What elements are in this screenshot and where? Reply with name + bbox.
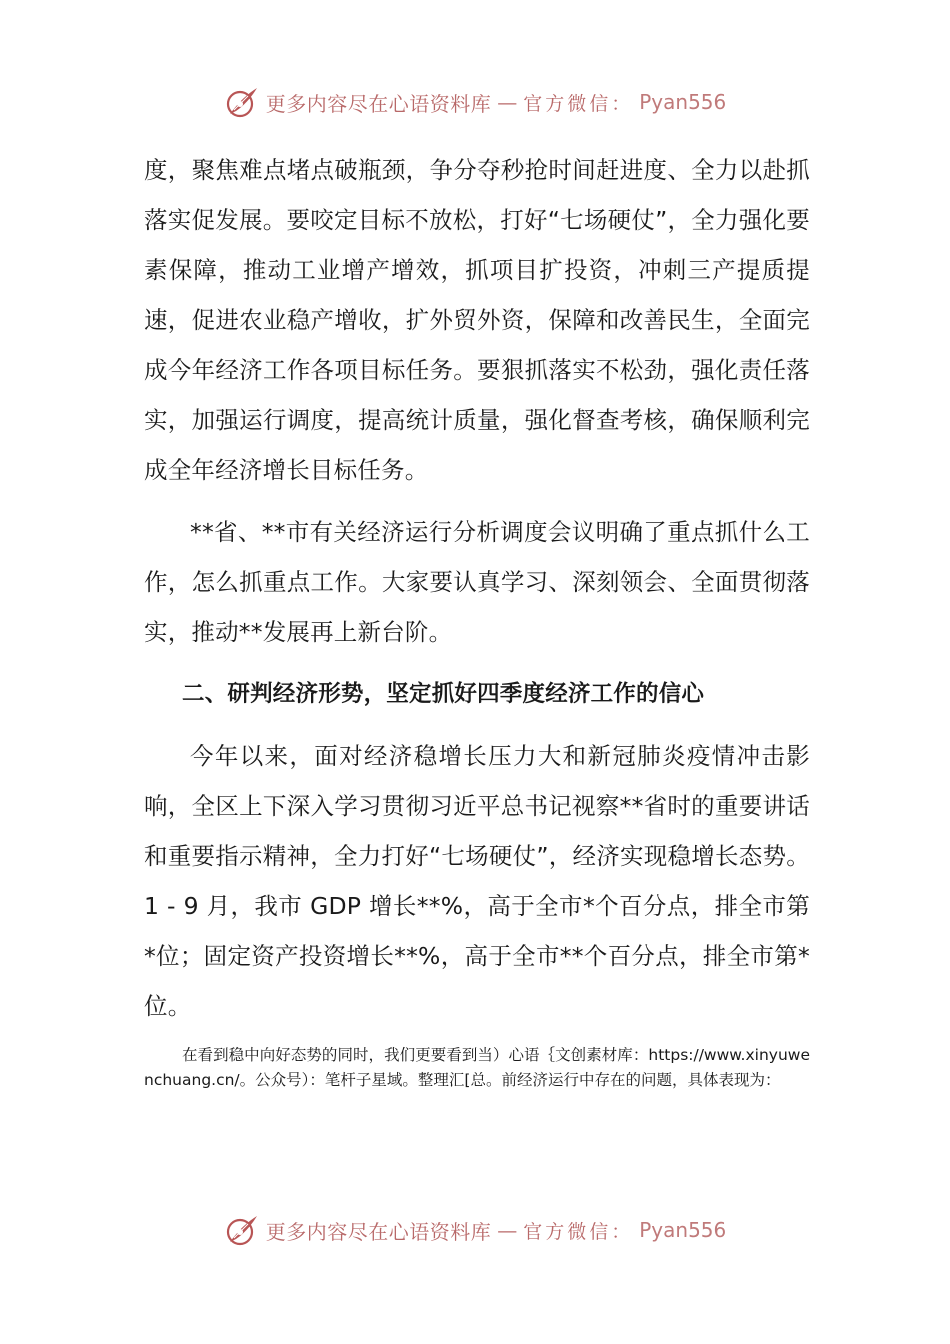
banner-dash: — (497, 90, 518, 114)
banner-wechat-label: 官方微信： (523, 1220, 634, 1243)
banner-text: 更多内容尽在心语资料库 (265, 1219, 492, 1244)
document-body (144, 145, 810, 1092)
section-heading: 二、研判经济形势，坚定抓好四季度经济工作的信心 (182, 681, 705, 707)
footer-watermark-banner (0, 1210, 950, 1250)
banner-dash: — (497, 1218, 518, 1242)
header-watermark-banner (0, 82, 950, 122)
source-note: 在看到稳中向好态势的同时，我们更要看到当）心语｛文创素材库：https://www.xinyuwenchuang.cn/。公众号）：笔杆子星域。整理汇[总。前经济运行中存在的问题，具体表现为： (144, 1046, 810, 1089)
banner-wechat-label: 官方微信： (523, 92, 634, 115)
paragraph-gap (144, 719, 810, 731)
banner-wechat-id: Pyan556 (639, 90, 727, 114)
paragraph-gap (144, 495, 810, 507)
paragraph-2: **省、**市有关经济运行分析调度会议明确了重点抓什么工作，怎么抓重点工作。大家要认真学习、深刻领会、全面贯彻落实，推动**发展再上新台阶。 (144, 518, 810, 646)
quill-logo-icon (224, 84, 260, 120)
banner-text: 更多内容尽在心语资料库 (265, 91, 492, 116)
quill-logo-icon (224, 1212, 260, 1248)
paragraph-3: 今年以来，面对经济稳增长压力大和新冠肺炎疫情冲击影响，全区上下深入学习贯彻习近平总书记视察**省时的重要讲话和重要指示精神，全力打好“七场硬仗”，经济实现稳增长态势。1 - 9 月，我市 GDP 增长**%，高于全市*个百分点，排全市第*位；固定资产投资增长**%，高于全市**个百分点，排全市第*位。 (144, 742, 810, 1020)
banner-wechat-id: Pyan556 (639, 1218, 727, 1242)
paragraph-1: 度，聚焦难点堵点破瓶颈，争分夺秒抢时间赶进度、全力以赴抓落实促发展。要咬定目标不放松，打好“七场硬仗”，全力强化要素保障，推动工业增产增效，抓项目扩投资，冲刺三产提质提速，促进农业稳产增收，扩外贸外资，保障和改善民生，全面完成今年经济工作各项目标任务。要狠抓落实不松劲，强化责任落实，加强运行调度，提高统计质量，强化督查考核，确保顺利完成全年经济增长目标任务。 (144, 156, 810, 484)
paragraph-gap (144, 657, 810, 669)
